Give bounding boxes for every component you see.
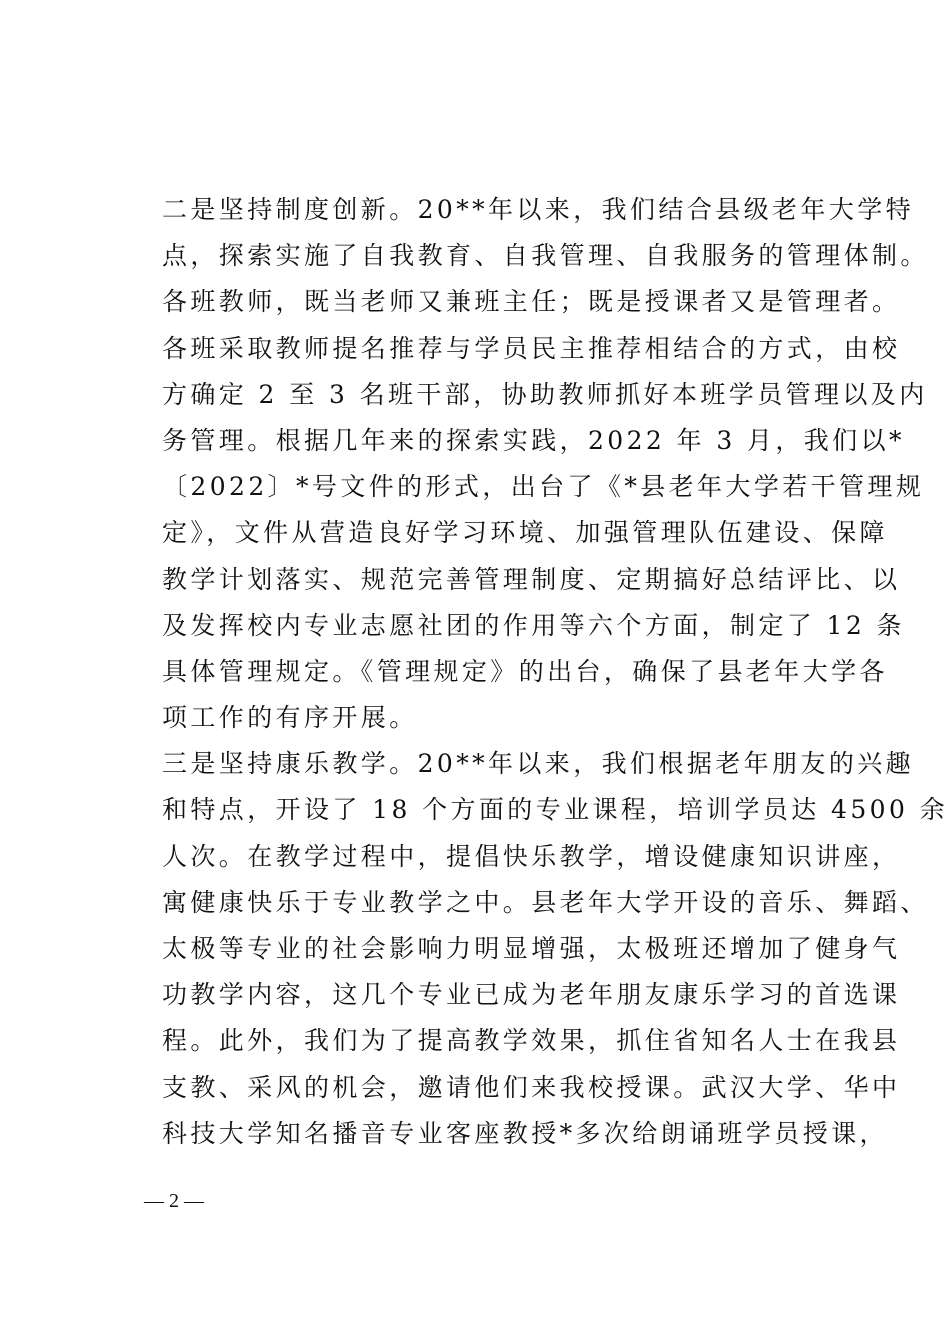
text-line: 及发挥校内专业志愿社团的作用等六个方面，制定了 12 条 <box>162 610 905 640</box>
body-text <box>162 187 949 1157</box>
text-line: 点，探索实施了自我教育、自我管理、自我服务的管理体制。 <box>162 241 929 271</box>
text-line: 各班采取教师提名推荐与学员民主推荐相结合的方式，由校 <box>162 333 901 363</box>
page-number: — 2 — <box>144 1190 204 1212</box>
text-line: 和特点，开设了 18 个方面的专业课程，培训学员达 4500 余 <box>162 795 949 825</box>
text-line: 程。此外，我们为了提高教学效果，抓住省知名人士在我县 <box>162 1026 901 1056</box>
text-line: 二是坚持制度创新。20**年以来，我们结合县级老年大学特 <box>162 195 915 224</box>
text-line: 项工作的有序开展。 <box>162 703 418 733</box>
text-line: 具体管理规定。《管理规定》的出台，确保了县老年大学各 <box>162 656 888 686</box>
text-line: 定》，文件从营造良好学习环境、加强管理队伍建设、保障 <box>162 518 888 548</box>
text-line: 科技大学知名播音专业客座教授*多次给朗诵班学员授课， <box>162 1118 888 1148</box>
text-line: 寓健康快乐于专业教学之中。县老年大学开设的音乐、舞蹈、 <box>162 887 929 917</box>
text-line: 人次。在教学过程中，提倡快乐教学，增设健康知识讲座， <box>162 841 901 871</box>
text-line: 太极等专业的社会影响力明显增强，太极班还增加了健身气 <box>162 934 901 963</box>
text-line: 务管理。根据几年来的探索实践，2022 年 3 月，我们以* <box>162 425 905 455</box>
text-line: 方确定 2 至 3 名班干部，协助教师抓好本班学员管理以及内 <box>162 379 928 409</box>
text-line: 三是坚持康乐教学。20**年以来，我们根据老年朋友的兴趣 <box>162 749 915 779</box>
text-line: 各班教师，既当老师又兼班主任；既是授课者又是管理者。 <box>162 287 901 317</box>
text-line: 功教学内容，这几个专业已成为老年朋友康乐学习的首选课 <box>162 980 901 1010</box>
text-line: 教学计划落实、规范完善管理制度、定期搞好总结评比、以 <box>162 564 901 594</box>
text-line: 支教、采风的机会，邀请他们来我校授课。武汉大学、华中 <box>162 1072 901 1102</box>
text-line: 〔2022〕*号文件的形式，出台了《*县老年大学若干管理规 <box>162 472 925 502</box>
